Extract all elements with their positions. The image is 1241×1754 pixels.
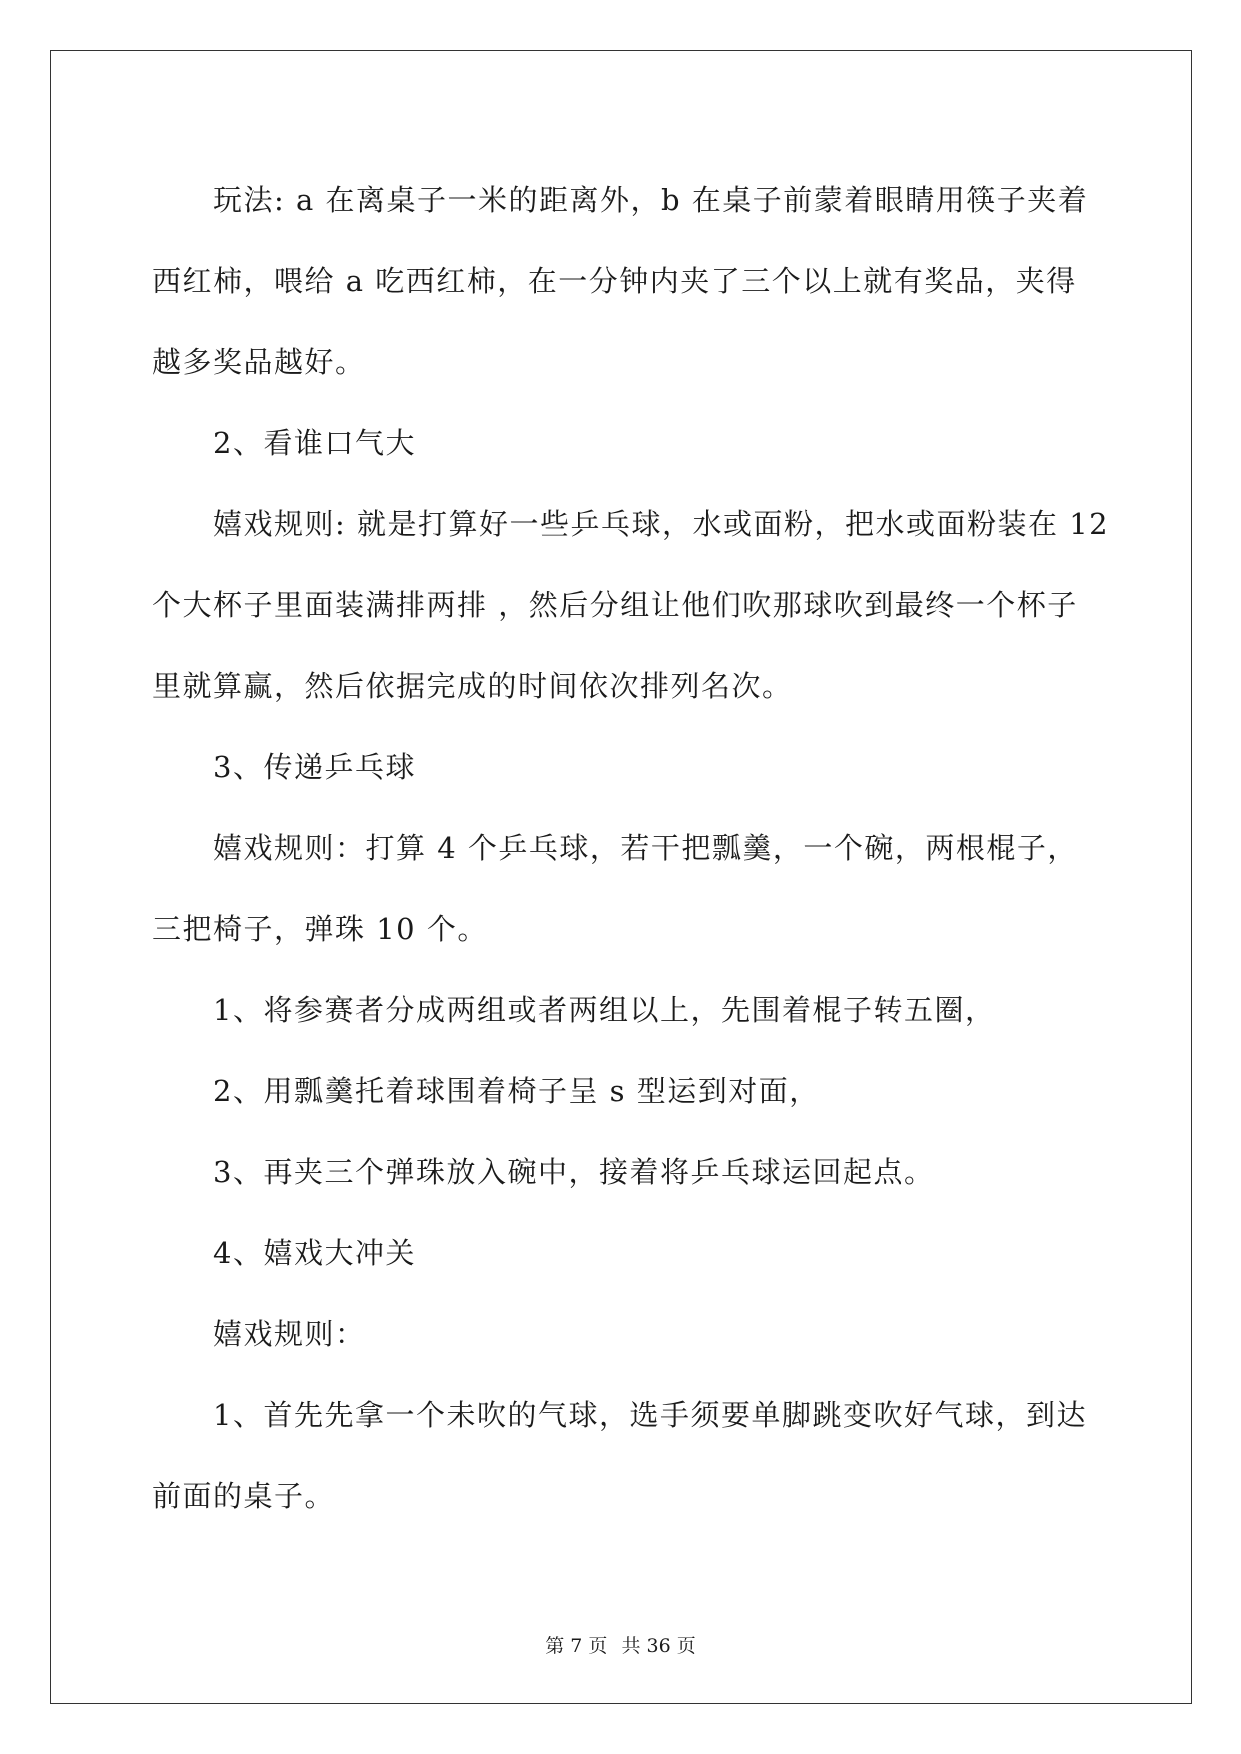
- paragraph-gameplay: [152, 160, 1092, 403]
- page-footer: [0, 1631, 1241, 1658]
- text-line: 嬉戏规则：打算 4 个乒乓球，若干把瓢羹，一个碗，两根棍子，: [213, 831, 1078, 865]
- paragraph-rules-4-label: [152, 1294, 1092, 1375]
- section-heading-3: [152, 727, 1092, 808]
- page-total: 共 36 页: [621, 1635, 696, 1657]
- text-line: 1、首先先拿一个未吹的气球，选手须要单脚跳变吹好气球，到达: [213, 1398, 1087, 1432]
- text-line: 2、用瓢羹托着球围着椅子呈 s 型运到对面，: [213, 1074, 820, 1108]
- text-line: 里就算赢，然后依据完成的时间依次排列名次。: [152, 669, 793, 703]
- text-line: 嬉戏规则: 就是打算好一些乒乓球，水或面粉，把水或面粉装在 12: [213, 507, 1110, 541]
- list-item-step-1b: [152, 1375, 1092, 1537]
- list-item-step-2: [152, 1051, 1092, 1132]
- document-body: [152, 160, 1110, 1537]
- list-item-step-3: [152, 1132, 1092, 1213]
- section-heading-2: [152, 403, 1092, 484]
- page-number: 第 7 页: [545, 1635, 608, 1657]
- text-line: 个大杯子里面装满排两排 ，然后分组让他们吹那球吹到最终一个杯子: [152, 588, 1078, 622]
- section-heading-4: [152, 1213, 1092, 1294]
- text-line: 嬉戏规则：: [213, 1317, 366, 1351]
- text-line: 3、再夹三个弹珠放入碗中，接着将乒乓球运回起点。: [213, 1155, 935, 1189]
- text-line: 1、将参赛者分成两组或者两组以上，先围着棍子转五圈，: [213, 993, 996, 1027]
- paragraph-rules-2: [152, 484, 1110, 727]
- list-item-step-1: [152, 970, 1092, 1051]
- text-line: 前面的桌子。: [152, 1479, 336, 1513]
- text-line: 越多奖品越好。: [152, 345, 366, 379]
- text-line: 玩法: a 在离桌子一米的距离外，b 在桌子前蒙着眼睛用筷子夹着: [213, 183, 1089, 217]
- text-line: 3、传递乒乓球: [213, 750, 416, 784]
- text-line: 2、看谁口气大: [213, 426, 416, 460]
- paragraph-rules-3: [152, 808, 1092, 970]
- text-line: 4、嬉戏大冲关: [213, 1236, 416, 1270]
- text-line: 三把椅子，弹珠 10 个。: [152, 912, 488, 946]
- text-line: 西红柿，喂给 a 吃西红柿，在一分钟内夹了三个以上就有奖品，夹得: [152, 264, 1077, 298]
